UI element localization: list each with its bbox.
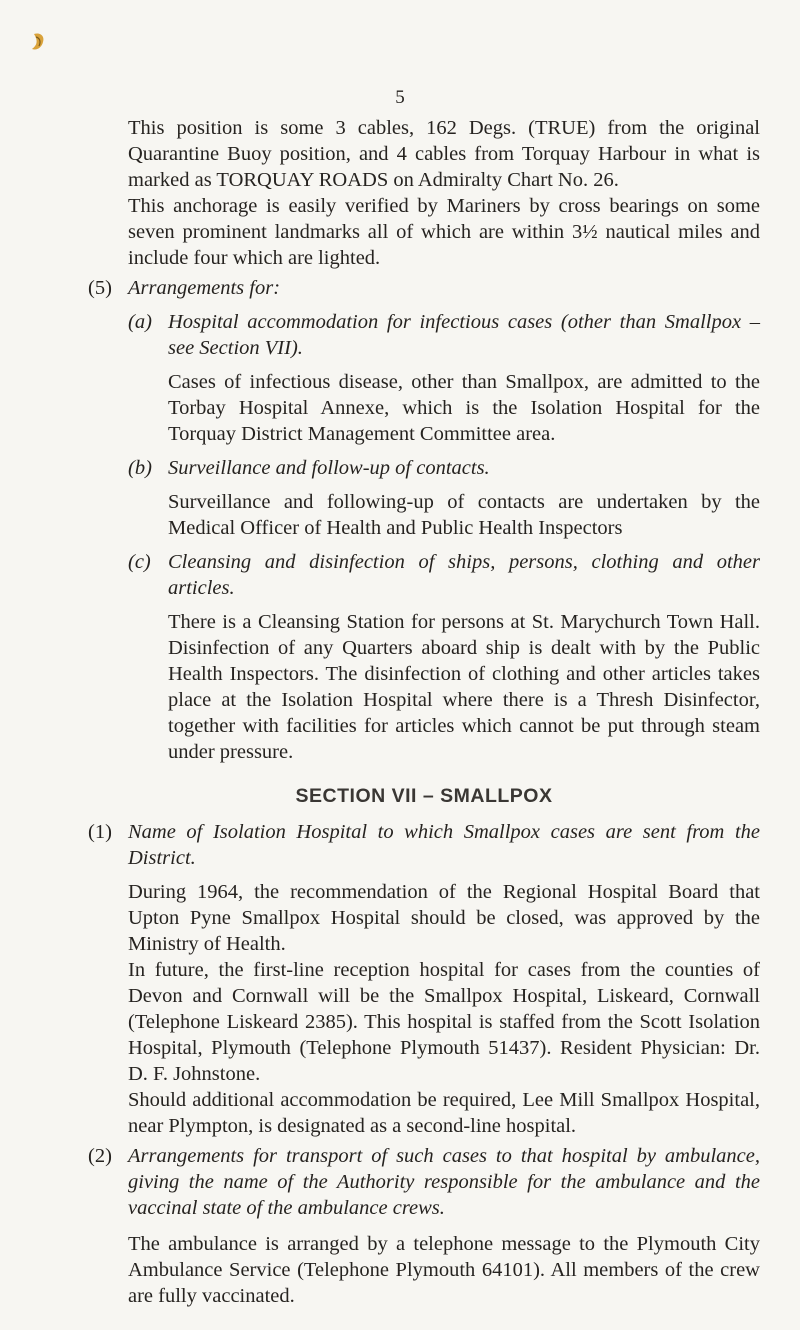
section5-item (88, 275, 760, 301)
section5b-title: Surveillance and follow-up of contacts. (168, 457, 490, 479)
section7-item1-title: Name of Isolation Hospital to which Smallpox cases are sent from the District. (128, 821, 760, 869)
section7-item1-text2: In future, the first-line reception hospital for cases from the counties of Devon and Cornwall will be the Smallpox Hospital, Liskeard, Cornwall (Telephone Liskeard 2385). This hospital is staffed from the Scott Isolation Hospital, Plymouth (Telephone Plymouth 51437). Resident Physician: Dr. D. F. Johnstone. (128, 959, 760, 1085)
section7-item1 (88, 819, 760, 871)
section5-number: (5) (88, 277, 112, 299)
section5-title: Arrangements for: (128, 277, 281, 299)
section5a-text: Cases of infectious disease, other than Smallpox, are admitted to the Torbay Hospital Annexe, which is the Isolation Hospital for the Torquay District Management Committee area. (168, 371, 760, 445)
section5c-text: There is a Cleansing Station for persons at St. Marychurch Town Hall. Disinfection of any Quarters aboard ship is dealt with by the Public Health Inspectors. The disinfection of clothing and other articles takes place at the Isolation Hospital where there is a Thresh Disinfector, together with facilities for articles which cannot be put through steam under pressure. (168, 611, 760, 763)
page-number: 5 (395, 87, 405, 108)
section7-item2-title: Arrangements for transport of such cases to that hospital by ambulance, giving the name of the Authority responsible for the ambulance and the vaccinal state of the ambulance crews. (128, 1145, 760, 1219)
section5b-item (128, 455, 760, 481)
section5b-text: Surveillance and following-up of contacts are undertaken by the Medical Officer of Health and Public Health Inspectors (168, 491, 760, 539)
section7-item2-text: The ambulance is arranged by a telephone message to the Plymouth City Ambulance Service (Telephone Plymouth 64101). All members of the crew are fully vaccinated. (128, 1233, 760, 1307)
section7-heading: SECTION VII – SMALLPOX (295, 785, 553, 807)
paragraph-anchorage: This anchorage is easily verified by Mariners by cross bearings on some seven prominent landmarks all of which are within 3½ nautical miles and include four which are lighted. (128, 195, 760, 269)
section7-item1-number: (1) (88, 821, 112, 843)
binding-mark (30, 32, 46, 52)
section5c-title: Cleansing and disinfection of ships, persons, clothing and other articles. (168, 551, 760, 599)
section5b-label: (b) (128, 457, 152, 479)
document-body (88, 115, 760, 1309)
section5c-item (128, 549, 760, 601)
section7-item2-number: (2) (88, 1145, 112, 1167)
section7-item2 (88, 1143, 760, 1221)
paragraph-position: This position is some 3 cables, 162 Degs. (TRUE) from the original Quarantine Buoy position, and 4 cables from Torquay Harbour in what is marked as TORQUAY ROADS on Admiralty Chart No. 26. (128, 117, 760, 191)
section5a-title: Hospital accommodation for infectious cases (other than Smallpox – see Section VII). (168, 311, 760, 359)
section5a-item (128, 309, 760, 361)
section5c-label: (c) (128, 551, 151, 573)
section7-item1-text3: Should additional accommodation be required, Lee Mill Smallpox Hospital, near Plympton, is designated as a second-line hospital. (128, 1089, 760, 1137)
section5a-label: (a) (128, 311, 152, 333)
section7-item1-text1: During 1964, the recommendation of the Regional Hospital Board that Upton Pyne Smallpox Hospital should be closed, was approved by the Ministry of Health. (128, 881, 760, 955)
